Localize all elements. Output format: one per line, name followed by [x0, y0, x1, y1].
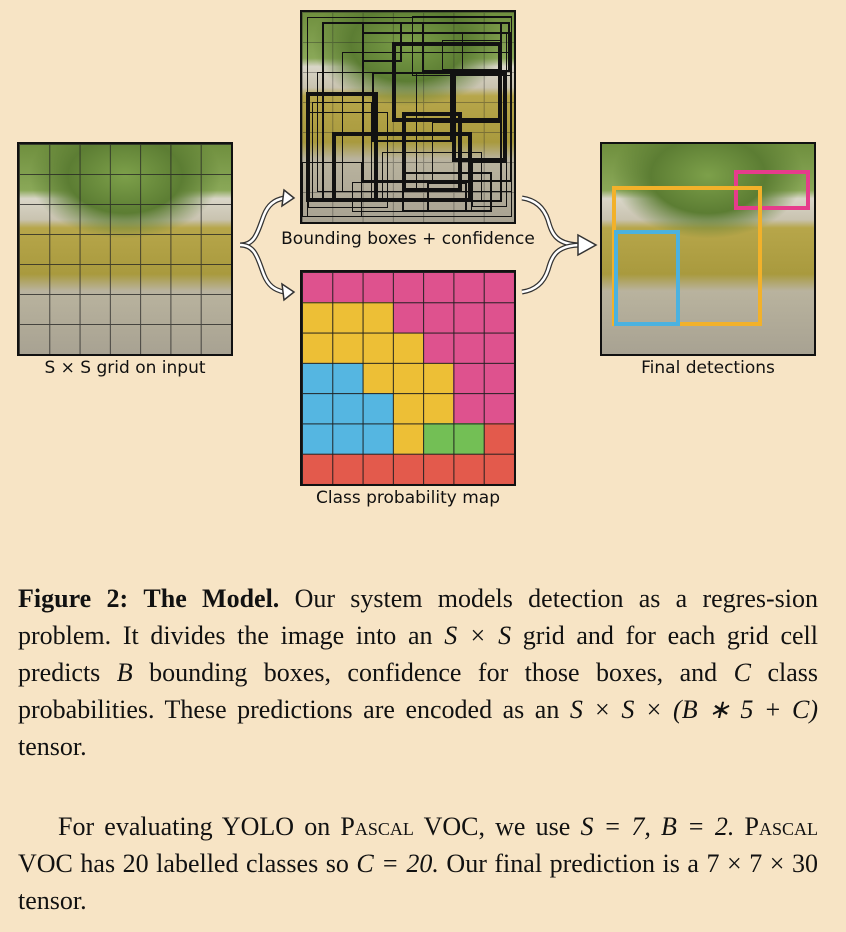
candidate-box	[362, 22, 402, 62]
math-tensor: S × S × (B ∗ 5 + C)	[569, 695, 818, 724]
input-image-panel	[17, 142, 233, 356]
final-detections-panel	[600, 142, 816, 356]
body-paragraph	[18, 808, 818, 919]
arrow-merge-icon	[520, 190, 596, 300]
bbox-layer	[302, 12, 514, 222]
caption-text-a: Our system models detection as a regres-sion problem. It divides the image into an	[18, 584, 819, 650]
caption-text-c: bounding boxes, confidence for those boxes, and	[132, 658, 734, 687]
figure-label: Figure 2:	[18, 584, 129, 613]
math-sxs: S × S	[444, 621, 512, 650]
class-probability-panel	[300, 270, 516, 486]
math-777: 7 × 7 × 30	[706, 849, 818, 878]
pascal-1: Pascal	[340, 812, 414, 841]
para2-text-d: Our final prediction is a	[438, 849, 707, 878]
para2-text-a: For evaluating YOLO on	[58, 812, 341, 841]
para2-text-e: tensor.	[18, 886, 87, 915]
math-c20: C = 20.	[356, 849, 439, 878]
math-b: B	[116, 658, 133, 687]
caption-text-e: tensor.	[18, 732, 87, 761]
candidate-box	[472, 162, 507, 207]
caption-input-grid: S × S grid on input	[44, 358, 206, 378]
caption-text-d: class probabilities. These predictions are encoded as an	[18, 658, 818, 724]
math-s7-b2: S = 7, B = 2.	[580, 812, 735, 841]
class-grid-overlay	[302, 272, 514, 484]
caption-class-map: Class probability map	[315, 488, 500, 508]
para2-text-b: VOC, we use	[413, 812, 581, 841]
bounding-boxes-panel	[300, 10, 516, 224]
figure-title: The Model.	[143, 584, 280, 613]
math-c: C	[733, 658, 751, 687]
caption-final: Final detections	[641, 358, 775, 378]
caption-text-b: grid and for each grid cell predicts	[18, 621, 818, 687]
caption-bounding-boxes: Bounding boxes + confidence	[281, 229, 535, 249]
input-grid-overlay	[19, 144, 231, 354]
para2-text-c: VOC has 20 labelled classes so	[18, 849, 357, 878]
figure-caption	[18, 580, 818, 765]
arrow-split-icon	[234, 190, 294, 300]
pascal-2: Pascal	[744, 812, 818, 841]
detection-box-dog	[614, 230, 680, 326]
